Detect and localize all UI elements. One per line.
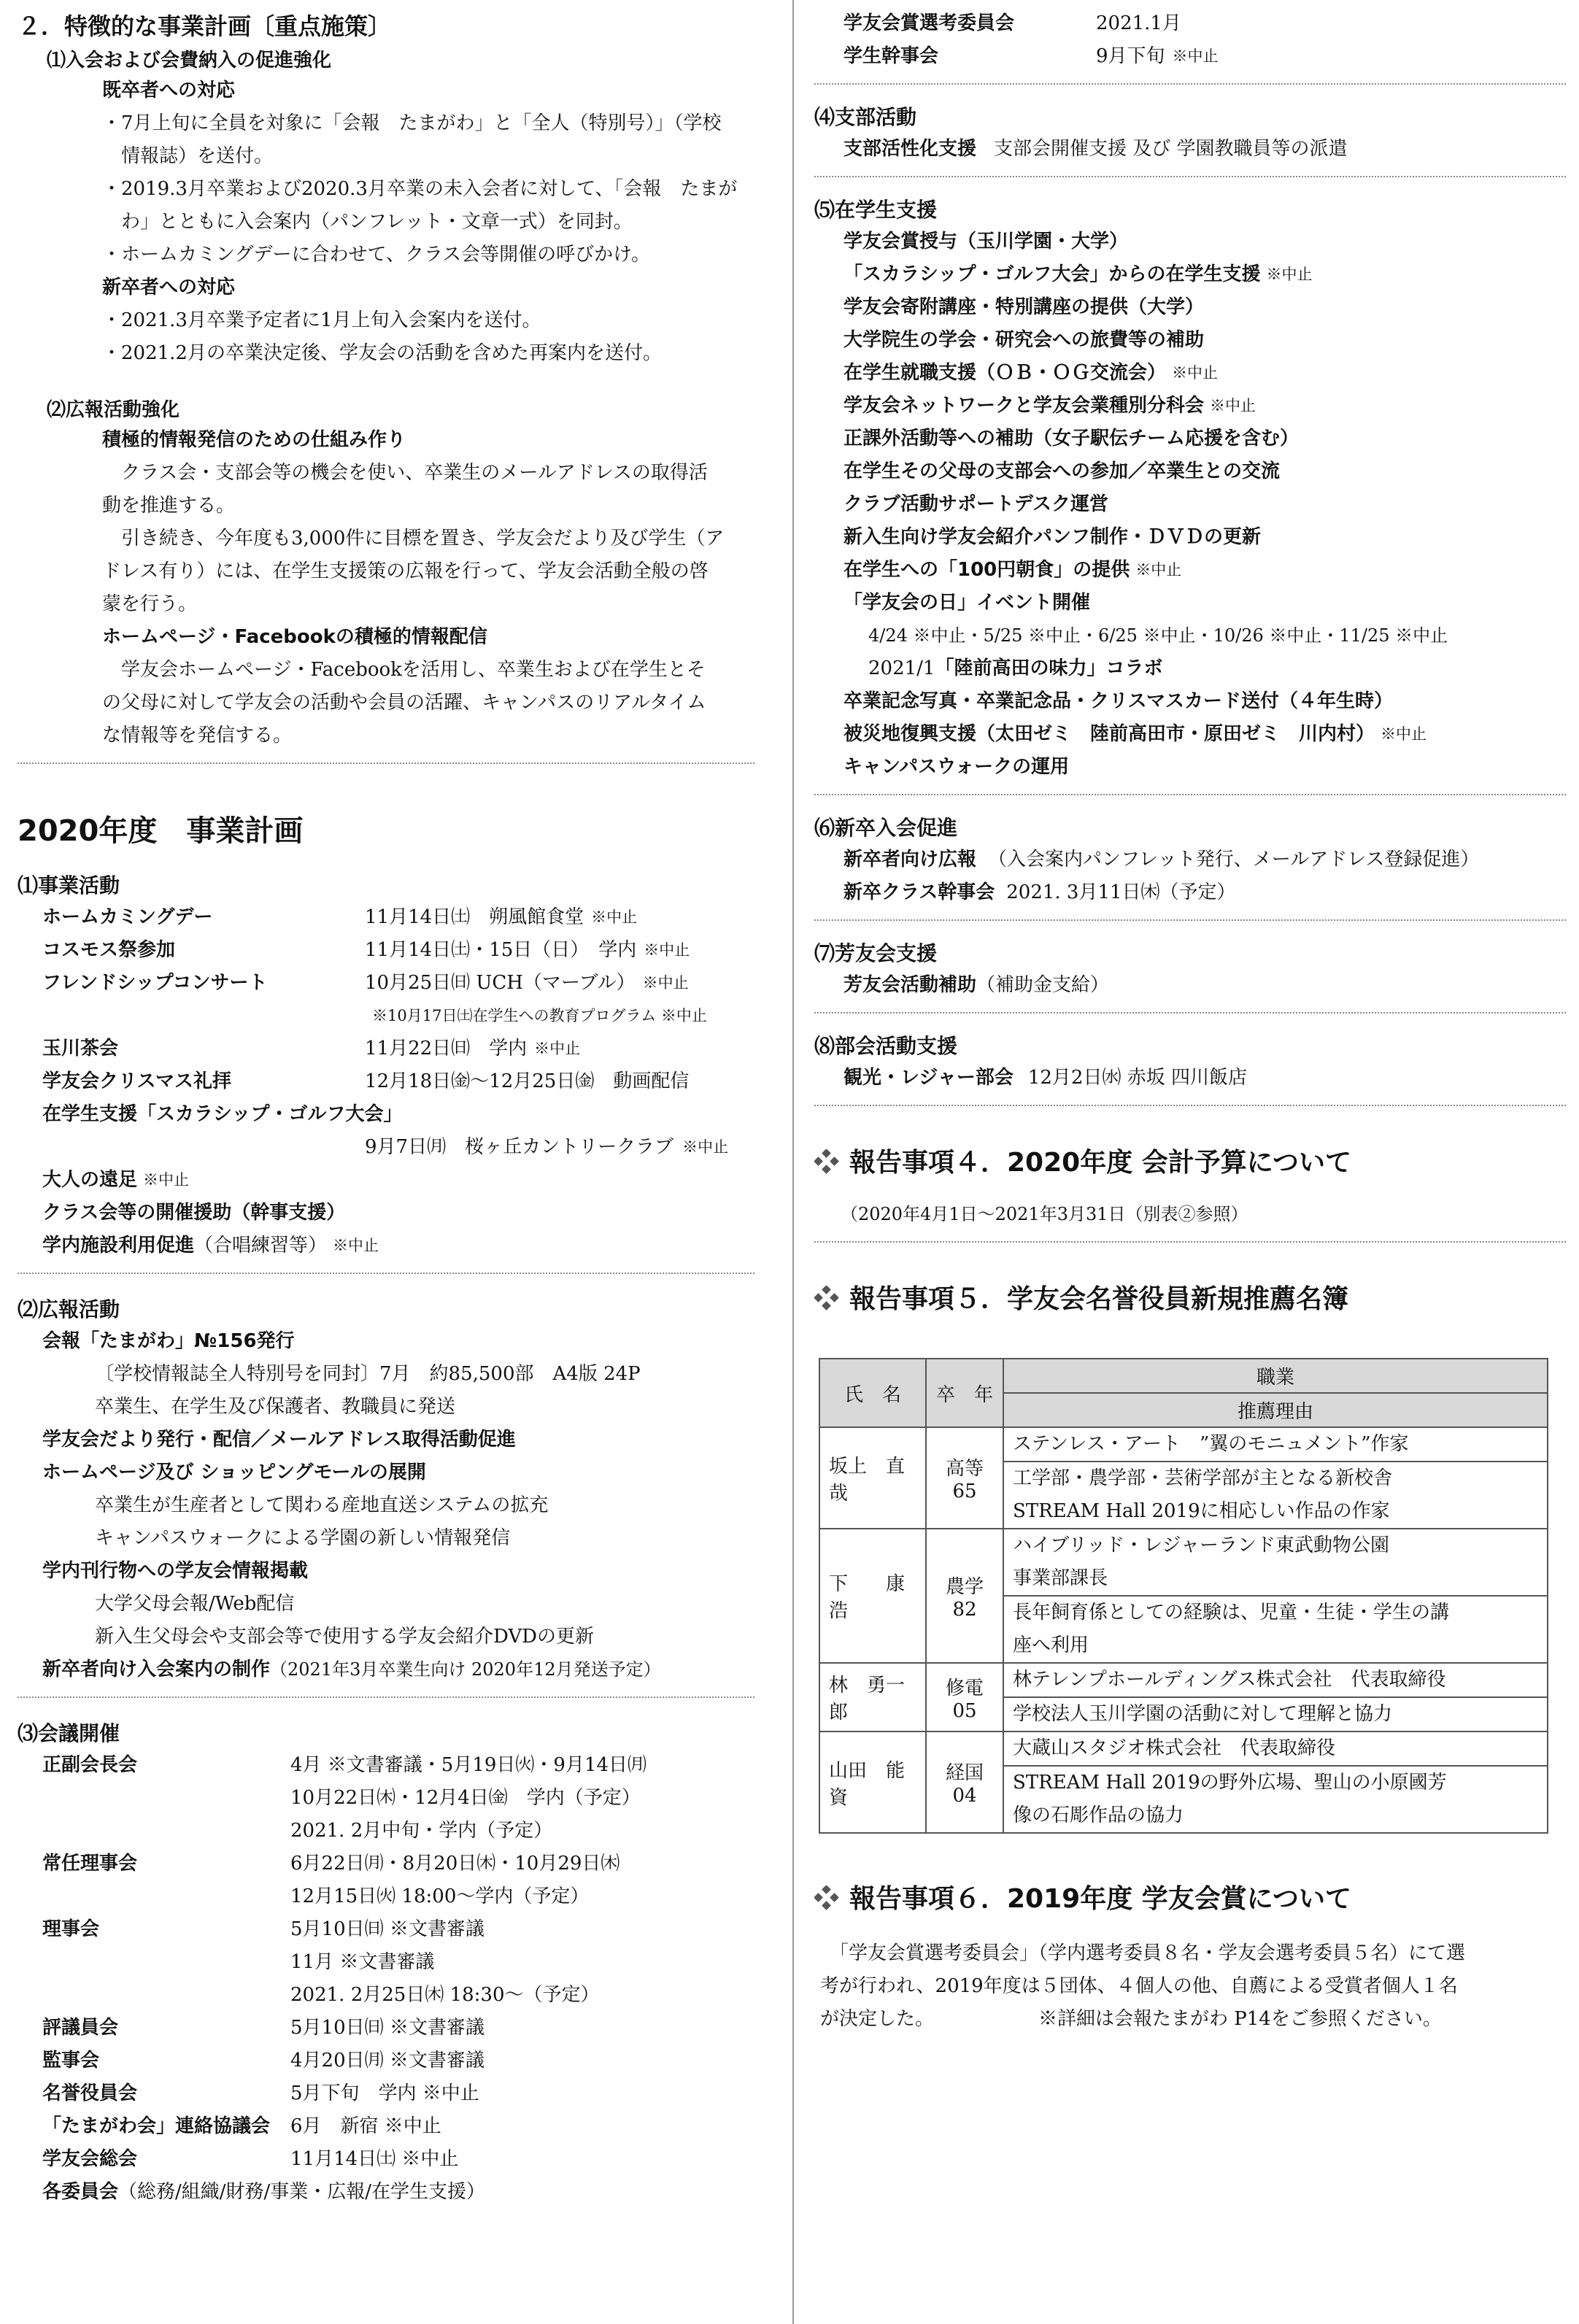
row-label: 評議員会: [42, 2017, 119, 2039]
row-value: 4月20日㈪ ※文書審議: [290, 2050, 484, 2072]
row-note: ※10月17日㈯在学生への教育プログラム ※中止: [372, 1007, 707, 1024]
support-text: 被災地復興支援（太田ゼミ 陸前高田市・原田ゼミ 川内村）: [843, 723, 1375, 745]
support-note: ※中止: [1172, 364, 1219, 382]
pr-line: 会報「たまがわ」№156発行: [42, 1330, 295, 1352]
list-line: ・2021.2月の卒業決定後、学友会の活動を含めた再案内を送付。: [102, 342, 662, 364]
meeting-row: [42, 1913, 754, 1946]
s2-a-list: [102, 457, 754, 621]
s1-b-list: [102, 304, 754, 370]
branch-value: 支部会開催支援 及び 学園教職員等の派遣: [994, 138, 1348, 160]
diamond-icon: [814, 1882, 839, 1907]
pr-line: 〔学校情報誌全人特別号を同封〕7月 約85,500部 A4版 24P: [95, 1363, 641, 1385]
top-row: [843, 40, 1566, 73]
pr-line: 卒業生、在学生及び保護者、教職員に発送: [95, 1396, 456, 1418]
row-label: 学友会クリスマス礼拝: [42, 1070, 231, 1092]
support-item: [843, 488, 1566, 521]
top-row: [843, 7, 1566, 40]
pr-line: 新入生父母会や支部会等で使用する学友会紹介DVDの更新: [95, 1626, 595, 1648]
left-column: [18, 0, 754, 2209]
houyu-label: 芳友会活動補助: [843, 974, 977, 996]
body-line: が決定した。 ※詳細は会報たまがわ P14をご参照ください。: [820, 2008, 1442, 2030]
row-value: 5月下旬 学内 ※中止: [290, 2082, 479, 2104]
support-note: ※中止: [1135, 561, 1182, 579]
support-note: ※中止: [1381, 725, 1427, 743]
cell-job: [1003, 1529, 1548, 1596]
support-text: 在学生への「100円朝食」の提供: [843, 559, 1130, 581]
support-item: [843, 291, 1566, 324]
row-label: 玉川茶会: [42, 1038, 119, 1059]
activity-row: [42, 967, 754, 1000]
cell-name: 下 康浩: [819, 1529, 926, 1663]
support-text: 学友会賞授与（玉川学園・大学）: [843, 231, 1129, 252]
body-line: の父母に対して学友会の活動や会員の活躍、キャンパスのリアルタイム: [102, 692, 706, 714]
right-column: [814, 0, 1566, 2036]
row-label: クラス会等の開催援助（幹事支援）: [42, 1202, 346, 1224]
row-note: ※中止: [1172, 47, 1219, 65]
support-item: [843, 455, 1566, 488]
cell-name: 坂上 直哉: [819, 1427, 926, 1529]
s1-a-head: 既卒者への対応: [102, 80, 236, 101]
row-label: フレンドシップコンサート: [42, 972, 268, 994]
top-rows: [814, 0, 1566, 73]
th-job: 職業: [1003, 1359, 1548, 1393]
support-text: 在学生その父母の支部会への参加／卒業生との交流: [843, 460, 1281, 482]
reason-line: 座へ利用: [1013, 1634, 1089, 1656]
body-line: 動を推進する。: [102, 495, 236, 517]
meeting-row: [42, 1880, 754, 1913]
job-line: 林テレンプホールディングス株式会社 代表取締役: [1013, 1669, 1446, 1691]
support-item: [843, 554, 1566, 587]
cell-year: 経国04: [926, 1732, 1003, 1833]
s1-b-head: 新卒者への対応: [102, 277, 236, 298]
row-value: 9月下旬: [1096, 45, 1165, 67]
row-value: 12月15日㈫ 18:00～学内（予定）: [290, 1885, 590, 1907]
pr-last-value: （2021年3月卒業生向け 2020年12月発送予定）: [270, 1659, 661, 1680]
activity-row: [42, 1197, 754, 1229]
list-line: ・2019.3月卒業および2020.3月卒業の未入会者に対して、「会報 たまが: [102, 178, 738, 200]
support-text: 学友会ネットワークと学友会業種別分科会: [843, 395, 1205, 417]
meeting-row: [42, 2045, 754, 2077]
support-item: [843, 225, 1566, 258]
section-2-title: ２．特徴的な事業計画〔重点施策〕: [18, 12, 392, 40]
row-note: ※中止: [143, 1171, 190, 1189]
reason-line: 像の石彫作品の協力: [1013, 1804, 1184, 1826]
row-label: 学友会総会: [42, 2148, 138, 2170]
row-label: [42, 1979, 290, 2012]
row-value: 2021. 2月中旬・学内（予定）: [290, 1820, 553, 1842]
student-collab-pre: 2021/1: [868, 657, 935, 679]
support-item: [843, 751, 1566, 784]
activity-row: [42, 1229, 754, 1262]
list-line: わ」とともに入会案内（パンフレット・文章一式）を同封。: [102, 211, 633, 233]
job-line: ステンレス・アート ”翼のモニュメント”作家: [1013, 1433, 1409, 1455]
th-reason: 推薦理由: [1003, 1393, 1548, 1427]
reason-line: 工学部・農学部・芸術学部が主となる新校舎: [1013, 1467, 1393, 1489]
s2-a-head: 積極的情報発信のための仕組み作り: [102, 429, 406, 451]
meeting-row: [42, 1946, 754, 1979]
support-item: [843, 258, 1566, 291]
cell-reason: [1003, 1462, 1548, 1529]
row-label: 新卒者向け広報: [843, 849, 977, 870]
student-dates: 4/24 ※中止・5/25 ※中止・6/25 ※中止・10/26 ※中止・11/25 ※中止: [868, 625, 1448, 646]
row-note: ※中止: [642, 974, 689, 992]
body-line: クラス会・支部会等の機会を使い、卒業生のメールアドレスの取得活: [102, 462, 708, 484]
cell-job: [1003, 1732, 1548, 1766]
row-note: ※中止: [591, 908, 638, 926]
report-4-title: 報告事項４．2020年度 会計予算について: [849, 1148, 1352, 1178]
row-label: [42, 1000, 365, 1032]
support-item: [843, 587, 1566, 619]
pr-line: 学友会だより発行・配信／メールアドレス取得活動促進: [42, 1429, 516, 1451]
reason-line: STREAM Hall 2019に相応しい作品の作家: [1013, 1500, 1390, 1522]
row-value: 2021. 2月25日㈭ 18:30～（予定）: [290, 1984, 600, 2006]
pr-line: 大学父母会報/Web配信: [95, 1593, 295, 1615]
newgrad-list: [814, 843, 1566, 909]
row-note: ※中止: [333, 1237, 379, 1254]
support-text: 学友会寄附講座・特別講座の提供（大学）: [843, 296, 1205, 318]
meeting-row: [42, 2012, 754, 2045]
row-value: 6月 新宿 ※中止: [290, 2115, 441, 2137]
th-name: 氏 名: [819, 1359, 926, 1427]
report-6-heading: [814, 1879, 1566, 1920]
s1-a-list: [102, 107, 754, 271]
honor-table-body: [819, 1427, 1548, 1833]
reason-line: 長年飼育係としての経験は、児童・生徒・学生の講: [1013, 1602, 1450, 1624]
body-line: な情報等を発信する。: [102, 725, 293, 746]
row-label: [42, 1880, 290, 1913]
support-text: 「スカラシップ・ゴルフ大会」からの在学生支援: [843, 263, 1261, 285]
club-value: 12月2日㈬ 赤坂 四川飯店: [1027, 1067, 1247, 1089]
pr-line: キャンパスウォークによる学園の新しい情報発信: [95, 1527, 511, 1549]
row-value: 11月 ※文書審議: [290, 1951, 435, 1973]
body-line: 引き続き、今年度も3,000件に目標を置き、学友会だより及び学生（ア: [102, 528, 725, 549]
cell-reason: [1003, 1596, 1548, 1663]
mtg-last-value: （総務/組織/財務/事業・広報/在学生支援）: [118, 2181, 486, 2203]
row-label: [42, 1946, 290, 1979]
job-line: 事業部課長: [1013, 1567, 1108, 1589]
body-line: ドレス有り）には、在学生支援策の広報を行って、学友会活動全般の啓: [102, 560, 709, 582]
report-4-heading: [814, 1143, 1566, 1184]
s1-title: ⑴入会および会費納入の促進強化: [47, 50, 332, 72]
support-text: 卒業記念写真・卒業記念品・クリスマスカード送付（４年生時）: [843, 690, 1393, 712]
branch-title: ⑷支部活動: [814, 105, 917, 129]
row-value: 2021.1月: [1096, 12, 1181, 34]
cell-year: 修電05: [926, 1663, 1003, 1732]
report-5-heading: [814, 1279, 1566, 1320]
activity-list: [42, 901, 754, 1098]
activity-row: [42, 934, 754, 967]
table-row: [819, 1732, 1548, 1766]
act-scholar-label: 在学生支援「スカラシップ・ゴルフ大会」: [42, 1103, 403, 1125]
meeting-row: [42, 1979, 754, 2012]
meeting-row: [42, 1782, 754, 1815]
row-value: 11月14日㈯ ※中止: [290, 2148, 459, 2170]
row-label: コスモス祭参加: [42, 939, 176, 961]
row-value: 10月22日㈭・12月4日㈮ 学内（予定）: [290, 1787, 641, 1809]
newgrad-row: [843, 876, 1566, 909]
row-note: ※中止: [534, 1040, 581, 1057]
support-text: 正課外活動等への補助（女子駅伝チーム応援を含む）: [843, 428, 1300, 449]
row-value: 5月10日㈰ ※文書審議: [290, 2017, 484, 2039]
row-value: 10月25日㈰ UCH（マーブル）: [365, 972, 636, 994]
s2-b-head: ホームページ・Facebookの積極的情報配信: [102, 626, 487, 648]
act-scholar-value: 9月7日㈪ 桜ヶ丘カントリークラブ: [365, 1136, 674, 1158]
cell-name: 林 勇一郎: [819, 1663, 926, 1732]
branch-label: 支部活性化支援: [843, 138, 977, 160]
list-line: ・2021.3月卒業予定者に1月上旬入会案内を送付。: [102, 309, 541, 331]
table-row: [819, 1663, 1548, 1697]
row-label: 学内施設利用促進: [42, 1235, 195, 1256]
row-label: 学友会賞選考委員会: [843, 12, 1015, 34]
support-item: [843, 422, 1566, 455]
row-label: 「たまがわ会」連絡協議会: [42, 2115, 271, 2137]
cell-year: 農学82: [926, 1529, 1003, 1663]
support-text: 「学友会の日」イベント開催: [843, 592, 1091, 614]
row-value: 4月 ※文書審議・5月19日㈫・9月14日㈪: [290, 1754, 647, 1776]
row-value: 5月10日㈰ ※文書審議: [290, 1918, 484, 1940]
row-label: 名誉役員会: [42, 2082, 138, 2104]
meeting-row: [42, 1749, 754, 1782]
table-row: [819, 1427, 1548, 1462]
th-year: 卒 年: [926, 1359, 1003, 1427]
reason-line: 学校法人玉川学園の活動に対して理解と協力: [1013, 1703, 1393, 1725]
support-note: ※中止: [1266, 266, 1313, 283]
pr-line: 卒業生が生産者として関わる産地直送システムの拡充: [95, 1494, 549, 1516]
pr-list: [42, 1325, 754, 1653]
row-label: 大人の遠足: [42, 1169, 138, 1191]
row-value: 11月14日㈯・15日（日） 学内: [365, 939, 637, 961]
row-label: 学生幹事会: [843, 45, 939, 67]
row-label: 理事会: [42, 1918, 100, 1940]
report-4-note: （2020年4月1日～2021年3月31日（別表②参照）: [841, 1204, 1248, 1224]
mtg-last-label: 各委員会: [42, 2181, 119, 2203]
plan-title: 2020年度 事業計画: [18, 814, 304, 848]
body-line: 「学友会賞選考委員会」（学内選考委員８名・学友会選考委員５名）にて選: [820, 1942, 1466, 1964]
body-line: 蒙を行う。: [102, 593, 198, 615]
row-label: 監事会: [42, 2050, 100, 2072]
meeting-row: [42, 1815, 754, 1848]
houyu-title: ⑺芳友会支援: [814, 941, 938, 965]
support-item: [843, 685, 1566, 718]
activity-row: [42, 1032, 754, 1065]
pr-line: 学内刊行物への学友会情報掲載: [42, 1560, 309, 1582]
cell-year: 高等65: [926, 1427, 1003, 1529]
cell-job: [1003, 1663, 1548, 1697]
student-support-list-2: [843, 685, 1566, 784]
row-value: 12月18日㈮～12月25日㈮ 動画配信: [365, 1070, 690, 1092]
mtg-title: ⑶会議開催: [18, 1721, 120, 1745]
support-item: [843, 718, 1566, 751]
activity-row: [42, 901, 754, 934]
meeting-row: [42, 2110, 754, 2143]
row-label: [42, 1782, 290, 1815]
student-title: ⑸在学生支援: [814, 198, 938, 222]
s2-b-list: [102, 654, 754, 752]
support-text: クラブ活動サポートデスク運営: [843, 493, 1108, 515]
report-5-title: 報告事項５．学友会名誉役員新規推薦名簿: [849, 1284, 1349, 1314]
diamond-icon: [814, 1282, 839, 1307]
newgrad-title: ⑹新卒入会促進: [814, 816, 958, 840]
table-row: [819, 1529, 1548, 1596]
activity-row: [42, 1000, 754, 1032]
report-6-body: [814, 1937, 1566, 2036]
row-note: ※中止: [644, 941, 690, 959]
act-title: ⑴事業活動: [18, 873, 120, 897]
activity-row: [42, 1065, 754, 1098]
student-collab: 「陸前高田の味力」コラボ: [935, 657, 1163, 679]
reason-line: STREAM Hall 2019の野外広場、聖山の小原國芳: [1013, 1772, 1447, 1794]
support-item: [843, 324, 1566, 357]
diamond-icon: [814, 1146, 839, 1170]
s2-title: ⑵広報活動強化: [47, 399, 180, 421]
row-value: 11月14日㈯ 朔風館食堂: [365, 906, 584, 928]
support-item: [843, 521, 1566, 554]
job-line: ハイブリッド・レジャーランド東武動物公園: [1013, 1534, 1389, 1556]
activity-row: [42, 1164, 754, 1197]
meeting-row: [42, 2077, 754, 2110]
row-label: 正副会長会: [42, 1754, 138, 1776]
row-label: ホームカミングデー: [42, 906, 213, 928]
row-value: 6月22日㈪・8月20日㈭・10月29日㈭: [290, 1853, 620, 1875]
support-text: キャンパスウォークの運用: [843, 756, 1070, 778]
pr-title: ⑵広報活動: [18, 1297, 120, 1321]
meeting-row: [42, 1848, 754, 1880]
report-6-title: 報告事項６．2019年度 学友会賞について: [849, 1884, 1352, 1914]
act-scholar-note: ※中止: [682, 1138, 729, 1156]
honor-table: [819, 1358, 1548, 1834]
support-note: ※中止: [1210, 397, 1256, 414]
cell-name: 山田 能資: [819, 1732, 926, 1833]
row-value: 2021. 3月11日㈭（予定）: [1006, 881, 1236, 903]
newgrad-row: [843, 843, 1566, 876]
support-item: [843, 390, 1566, 422]
support-text: 大学院生の学会・研究会への旅費等の補助: [843, 329, 1205, 351]
cell-job: [1003, 1427, 1548, 1462]
row-value: 11月22日㈰ 学内: [365, 1038, 528, 1059]
pr-last-label: 新卒者向け入会案内の制作: [42, 1659, 271, 1680]
activity-tail: [42, 1164, 754, 1262]
club-label: 観光・レジャー部会: [843, 1067, 1014, 1089]
student-support-list: [843, 225, 1566, 619]
row-label: [42, 1815, 290, 1848]
job-line: 大蔵山スタジオ株式会社 代表取締役: [1013, 1737, 1336, 1759]
pr-line: ホームページ及び ショッピングモールの展開: [42, 1462, 426, 1483]
meeting-row: [42, 2143, 754, 2176]
meeting-list: [42, 1749, 754, 2176]
row-label: 新卒クラス幹事会: [843, 881, 995, 903]
body-line: 学友会ホームページ・Facebookを活用し、卒業生および在学生とそ: [102, 659, 706, 681]
body-line: 考が行われ、2019年度は５団体、４個人の他、自薦による受賞者個人１名: [820, 1975, 1458, 1997]
column-divider: [792, 0, 794, 2324]
houyu-value: （補助金支給）: [976, 974, 1110, 996]
cell-reason: [1003, 1697, 1548, 1732]
row-label: 常任理事会: [42, 1853, 138, 1875]
row-value: （合唱練習等）: [194, 1235, 328, 1256]
support-text: 在学生就職支援（ＯＢ・ＯＧ交流会）: [843, 362, 1167, 384]
list-line: 情報誌）を送付。: [102, 145, 274, 167]
row-value: （入会案内パンフレット発行、メールアドレス登録促進）: [988, 849, 1480, 870]
club-title: ⑻部会活動支援: [814, 1034, 958, 1058]
support-item: [843, 357, 1566, 390]
support-text: 新入生向け学友会紹介パンフ制作・ＤＶＤの更新: [843, 526, 1262, 548]
list-line: ・7月上旬に全員を対象に「会報 たまがわ」と「全人（特別号）」（学校: [102, 112, 722, 134]
cell-reason: [1003, 1766, 1548, 1833]
list-line: ・ホームカミングデーに合わせて、クラス会等開催の呼びかけ。: [102, 244, 651, 266]
